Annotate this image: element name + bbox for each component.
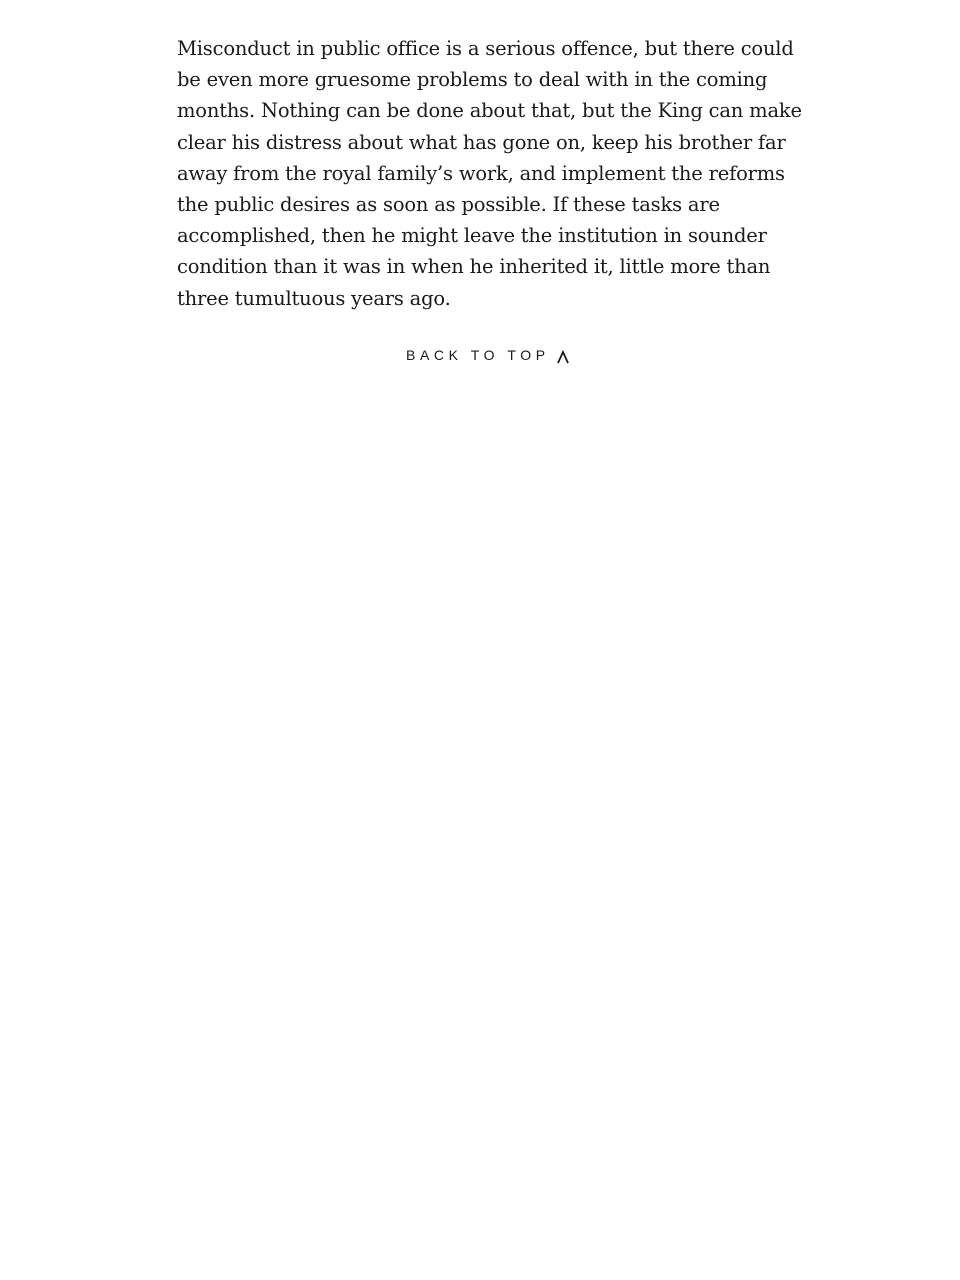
- back-to-top-label: BACK TO TOP: [406, 347, 550, 363]
- paragraph-line: clear his distress about what has gone on, keep his brother far: [177, 130, 786, 154]
- caret-up-icon: [556, 350, 570, 364]
- paragraph-line: be even more gruesome problems to deal with in the coming: [177, 68, 768, 92]
- back-to-top-link[interactable]: [406, 343, 570, 367]
- paragraph-line: three tumultuous years ago.: [177, 286, 451, 310]
- paragraph-line: Misconduct in public office is a serious offence, but there could: [177, 37, 794, 60]
- closing-paragraph: [177, 33, 802, 314]
- paragraph-line: away from the royal family’s work, and implement the reforms: [177, 161, 785, 185]
- paragraph-line: months. Nothing can be done about that, but the King can make: [177, 99, 802, 123]
- paragraph-line: the public desires as soon as possible. If these tasks are: [177, 193, 720, 217]
- paragraph-line: accomplished, then he might leave the institution in sounder: [177, 224, 767, 248]
- paragraph-line: condition than it was in when he inherited it, little more than: [177, 255, 771, 279]
